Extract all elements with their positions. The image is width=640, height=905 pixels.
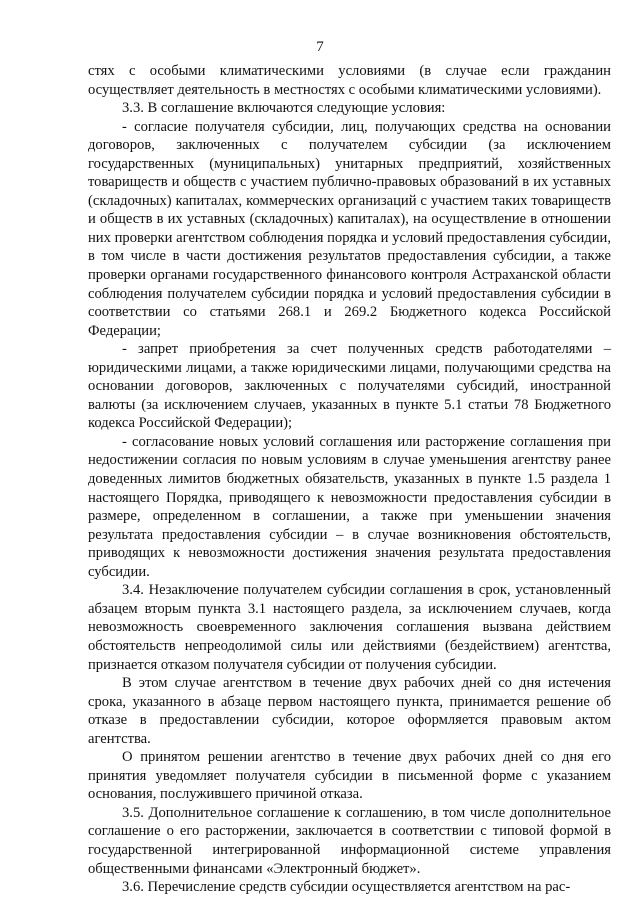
- document-body: [88, 62, 611, 897]
- paragraph-refusal-decision: В этом случае агентством в течение двух рабочих дней со дня истечения срока, указанного в абзаце первом настоящего пункта, принимается решение об отказе в предоставлении субсидии, которое оформляется правовым актом агентства.: [88, 675, 611, 747]
- paragraph-currency-ban: - запрет приобретения за счет полученных средств работодателями – юридическими лицами, а также юридическими лицами, получающими средства на основании договоров, заключенных с получателями субсидий, иностранной валюты (за исключением случаев, указанных в пункте 5.1 статьи 78 Бюджетного кодекса Российской Федерации);: [88, 341, 611, 432]
- page-number: 7: [316, 39, 324, 55]
- paragraph-clause-3-3: 3.3. В соглашение включаются следующие условия:: [122, 100, 446, 117]
- paragraph-consent-condition: - согласие получателя субсидии, лиц, получающих средства на основании договоров, заключенных с получателем субсидии (за исключением государственных (муниципальных) унитарных предприятий, хозяйственных товариществ и обществ с участием публично-правовых образований в их уставных (складочных) капиталах, коммерческих организаций с участием таких товариществ и обществ в их уставных (складочных) капиталах), на осуществление в отношении них проверки агентством соблюдения порядка и условий предоставления субсидии, в том числе в части достижения результатов предоставления субсидии, а также проверки органами государственного финансового контроля Астраханской области соблюдения получателем субсидии порядка и условий предоставления субсидии в соответствии со статьями 268.1 и 269.2 Бюджетного кодекса Российской Федерации;: [88, 118, 611, 339]
- paragraph-continuation: стях с особыми климатическими условиями (в случае если гражданин осуществляет деятельность в местностях с особыми климатическими условиями).: [88, 63, 611, 98]
- paragraph-clause-3-5: 3.5. Дополнительное соглашение к соглашению, в том числе дополнительное соглашение о его расторжении, заключается в соответствии с типовой формой в государственной интегрированной информационной системе управления общественными финансами «Электронный бюджет».: [88, 804, 611, 877]
- paragraph-notification: О принятом решении агентство в течение двух рабочих дней со дня его принятия уведомляет получателя субсидии в письменной форме с указанием основания, послужившего причиной отказа.: [88, 749, 611, 803]
- paragraph-clause-3-4: 3.4. Незаключение получателем субсидии соглашения в срок, установленный абзацем вторым пункта 3.1 настоящего раздела, за исключением случаев, когда невозможность своевременного заключения соглашения вызвана действием обстоятельств непреодолимой силы или действиями (бездействием) агентства, признается отказом получателя субсидии от получения субсидии.: [88, 582, 611, 673]
- paragraph-clause-3-6: 3.6. Перечисление средств субсидии осуществляется агентством на рас-: [122, 879, 571, 896]
- paragraph-terms-approval: - согласование новых условий соглашения или расторжение соглашения при недостижении согласия по новым условиям в случае уменьшения агентству ранее доведенных лимитов бюджетных обязательств, указанных в пункте 1.5 раздела 1 настоящего Порядка, приводящего к невозможности предоставления субсидии в размере, определенном в соглашении, а также при уменьшении значения результата предоставления субсидии – в случае возникновения обстоятельств, приводящих к невозможности достижения значения результата предоставления субсидии.: [88, 433, 611, 580]
